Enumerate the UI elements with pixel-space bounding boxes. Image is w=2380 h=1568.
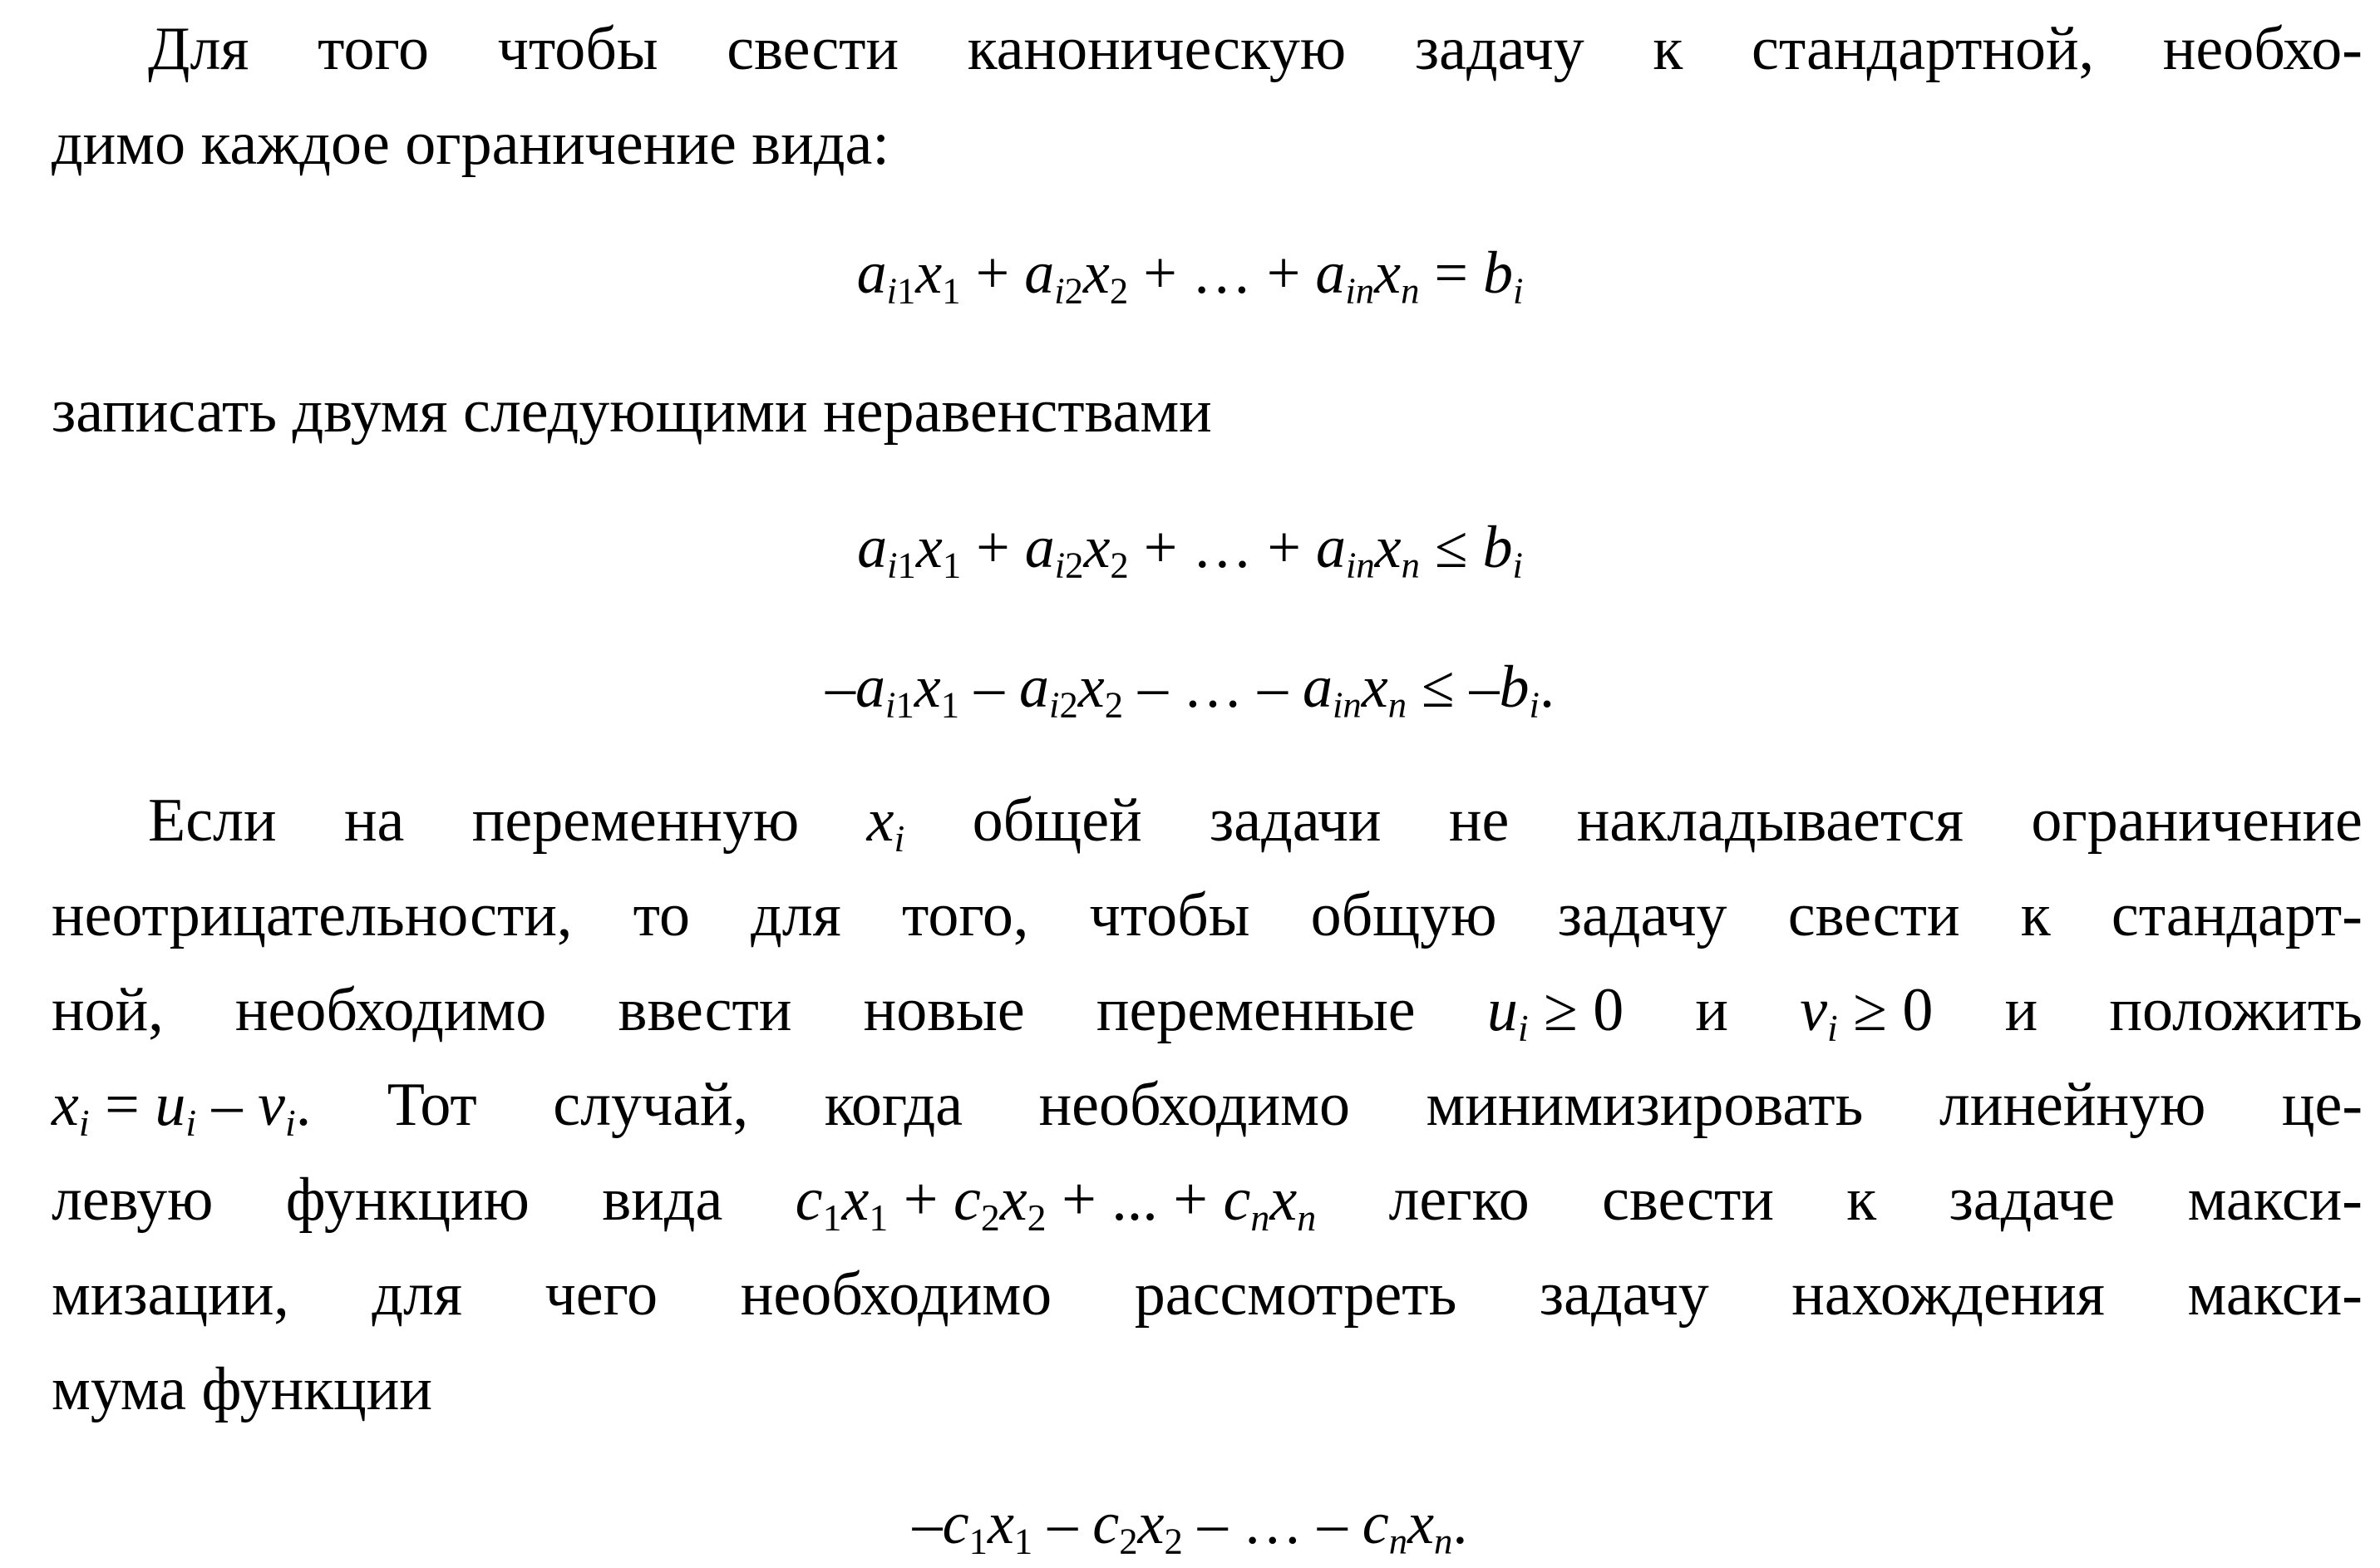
paragraph3-line3: ной, необходимо ввести новые переменные $u_i \ge 0$ и $v_i \ge 0$ и положить: [52, 976, 2363, 1049]
formula-constraint-equality: $a_{i1}x_1 + a_{i2}x_2$ + … + $a_{in}x_n = b_i$: [856, 239, 1524, 312]
paragraph3-line2: неотрицательности, то для того, чтобы общую задачу свести к стандарт-: [52, 881, 2363, 949]
paragraph2-line1: записать двумя следующими неравенствами: [52, 377, 1212, 446]
formula-maximization-function: $-c_1x_1 - c_2x_2$ – … – $c_nx_n$.: [912, 1490, 1468, 1562]
formula-inequality-1: $a_{i1}x_1 + a_{i2}x_2$ + … + $a_{in}x_n \le b_i$: [857, 514, 1523, 586]
paragraph3-line4: $x_i = u_i - v_i$. Тот случай, когда необходимо минимизировать линейную це-: [52, 1071, 2363, 1144]
formula-inequality-2: $-a_{i1}x_1 - a_{i2}x_2$ – … – $a_{in}x_n \le -b_i$.: [825, 653, 1555, 726]
paragraph1-line1: Для того чтобы свести каноническую задачу к стандартной, необхо-: [148, 15, 2363, 83]
paragraph3-line7: мума функции: [52, 1355, 432, 1423]
paragraph1-line2: димо каждое ограничение вида:: [52, 110, 889, 178]
paragraph3-line1: Если на переменную $x_i$ общей задачи не накладывается ограничение: [148, 786, 2363, 860]
paragraph3-line5: левую функцию вида $c_1x_1 + c_2x_2$ + ... + $c_nx_n$ легко свести к задаче макси-: [52, 1166, 2363, 1239]
paragraph3-line6: мизации, для чего необходимо рассмотреть задачу нахождения макси-: [52, 1260, 2363, 1329]
